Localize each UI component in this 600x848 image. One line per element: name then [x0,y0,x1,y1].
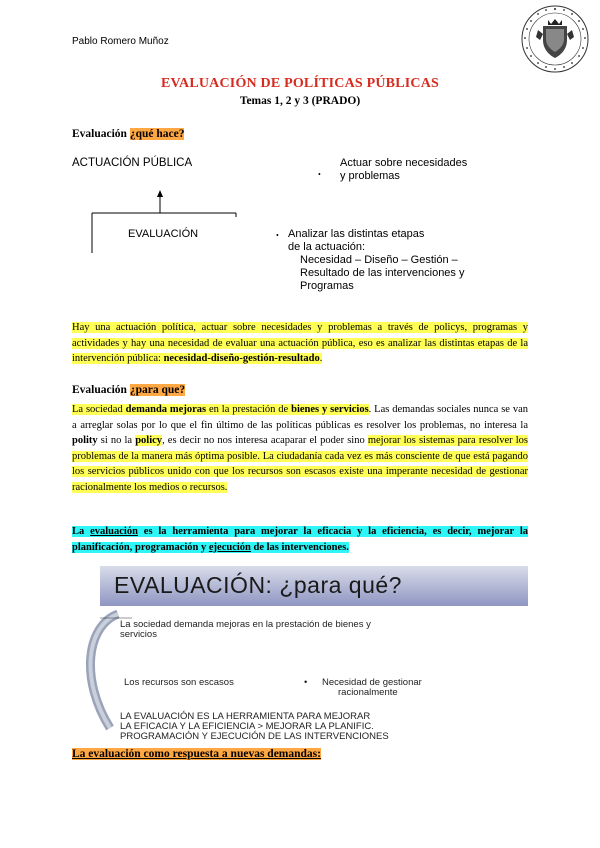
university-seal-icon [520,4,590,74]
para-fragment: evaluación [90,526,138,537]
para-fragment: en la prestación de [206,404,292,415]
para-fragment: demanda mejoras [125,404,207,415]
document-title: EVALUACIÓN DE POLÍTICAS PÚBLICAS [160,76,440,91]
bullet-icon: • [276,231,279,240]
slide-line6: LA EVALUACIÓN ES LA HERRAMIENTA PARA MEJORAR [120,711,371,722]
diagram-right2-line2: de la actuación: [288,241,366,253]
para-fragment: ejecución [208,541,251,553]
para-end: . [319,353,323,364]
slide-line7: LA EFICACIA Y LA EFICIENCIA > MEJORAR LA PLANIFIC. [120,721,374,732]
arrow-up-icon [157,190,163,197]
paragraph-actuacion [72,320,528,367]
para-text: Hay una actuación política, actuar sobre necesidades y problemas a través de policys, programas y actividades y hay una necesidad de evaluar una actuación pública, eso es analizar las distintas etapas de la intervención pública: [72,322,528,364]
diagram-right2-line4: Resultado de las intervenciones y [300,267,465,279]
para-fragment: . La ciudadanía cada vez es más consciente de que está pagando los servicios públicos unido con que los recursos son escasos existe una imperante necesidad de gestionar racionalmente los medios o recursos. [72,450,528,493]
section-heading-nuevas-demandas [72,748,321,760]
para-fragment: si no la [97,435,136,446]
paragraph-para-que [72,402,528,495]
para-fragment: de las intervenciones. [250,541,349,553]
heading-highlight: ¿para que? [129,384,186,396]
slide-image [72,562,528,742]
diagram-right1-line2: y problemas [340,170,400,182]
slide-line8: PROGRAMACIÓN Y EJECUCIÓN DE LAS INTERVENCIONES [120,731,389,742]
para-fragment: , es decir no nos interesa acaparar el poder sino [162,435,368,446]
document-subtitle: Temas 1, 2 y 3 (PRADO) [239,95,361,107]
section-heading-para-que [72,384,185,396]
slide-title: EVALUACIÓN: ¿para qué? [114,572,402,598]
para-fragment: La [72,526,91,537]
bullet-icon: • [304,677,308,688]
diagram-right-block-2 [288,228,464,293]
heading-highlight: La evaluación como respuesta a nuevas demandas: [72,748,321,760]
slide-line1: La sociedad demanda mejoras en la prestación de bienes y [120,619,371,630]
diagram-actuacion-publica: ACTUACIÓN PÚBLICA [72,157,193,169]
slide-line4: Necesidad de gestionar [322,677,422,688]
diagram-lines [88,185,238,255]
para-fragment: . Las demandas sociales nunca se van a arreglar solas por lo que el fin último de las políticas públicas es resolver los problemas, no interesa la [72,404,529,431]
slide-line3: Los recursos son escasos [124,677,234,688]
para-fragment: policy [135,435,163,446]
slide-line5: racionalmente [338,687,398,698]
diagram-evaluacion: EVALUACIÓN [128,228,199,240]
para-fragment: es la herramienta para mejorar la eficacia y la eficiencia, es decir, mejorar la planificación, programación y [72,526,529,553]
para-fragment: bienes y servicios [291,404,369,415]
para-fragment: polity [72,435,98,446]
paragraph-evaluacion-herramienta [72,524,528,555]
diagram-right-block-1 [340,157,467,183]
para-fragment: La sociedad [72,404,126,415]
diagram-right2-line5: Programas [300,280,354,292]
para-fragment: mejorar los sistemas para resolver los problemas de la manera más óptima posible [72,435,529,462]
slide-title-bar [100,566,528,606]
diagram-right1-line1: Actuar sobre necesidades [340,157,468,169]
para-bold: necesidad-diseño-gestión-resultado [163,353,320,364]
author-name: Pablo Romero Muñoz [72,36,169,47]
heading-prefix: Evaluación [72,384,130,396]
heading-highlight: ¿qué hace? [129,128,185,140]
diagram-right2-line1: Analizar las distintas etapas [288,228,425,240]
heading-prefix: Evaluación [72,128,130,140]
bullet-icon: • [318,170,321,179]
section-heading-que-hace [72,128,184,140]
diagram-right2-line3: Necesidad – Diseño – Gestión – [300,254,458,266]
slide-line2: servicios [120,629,157,640]
